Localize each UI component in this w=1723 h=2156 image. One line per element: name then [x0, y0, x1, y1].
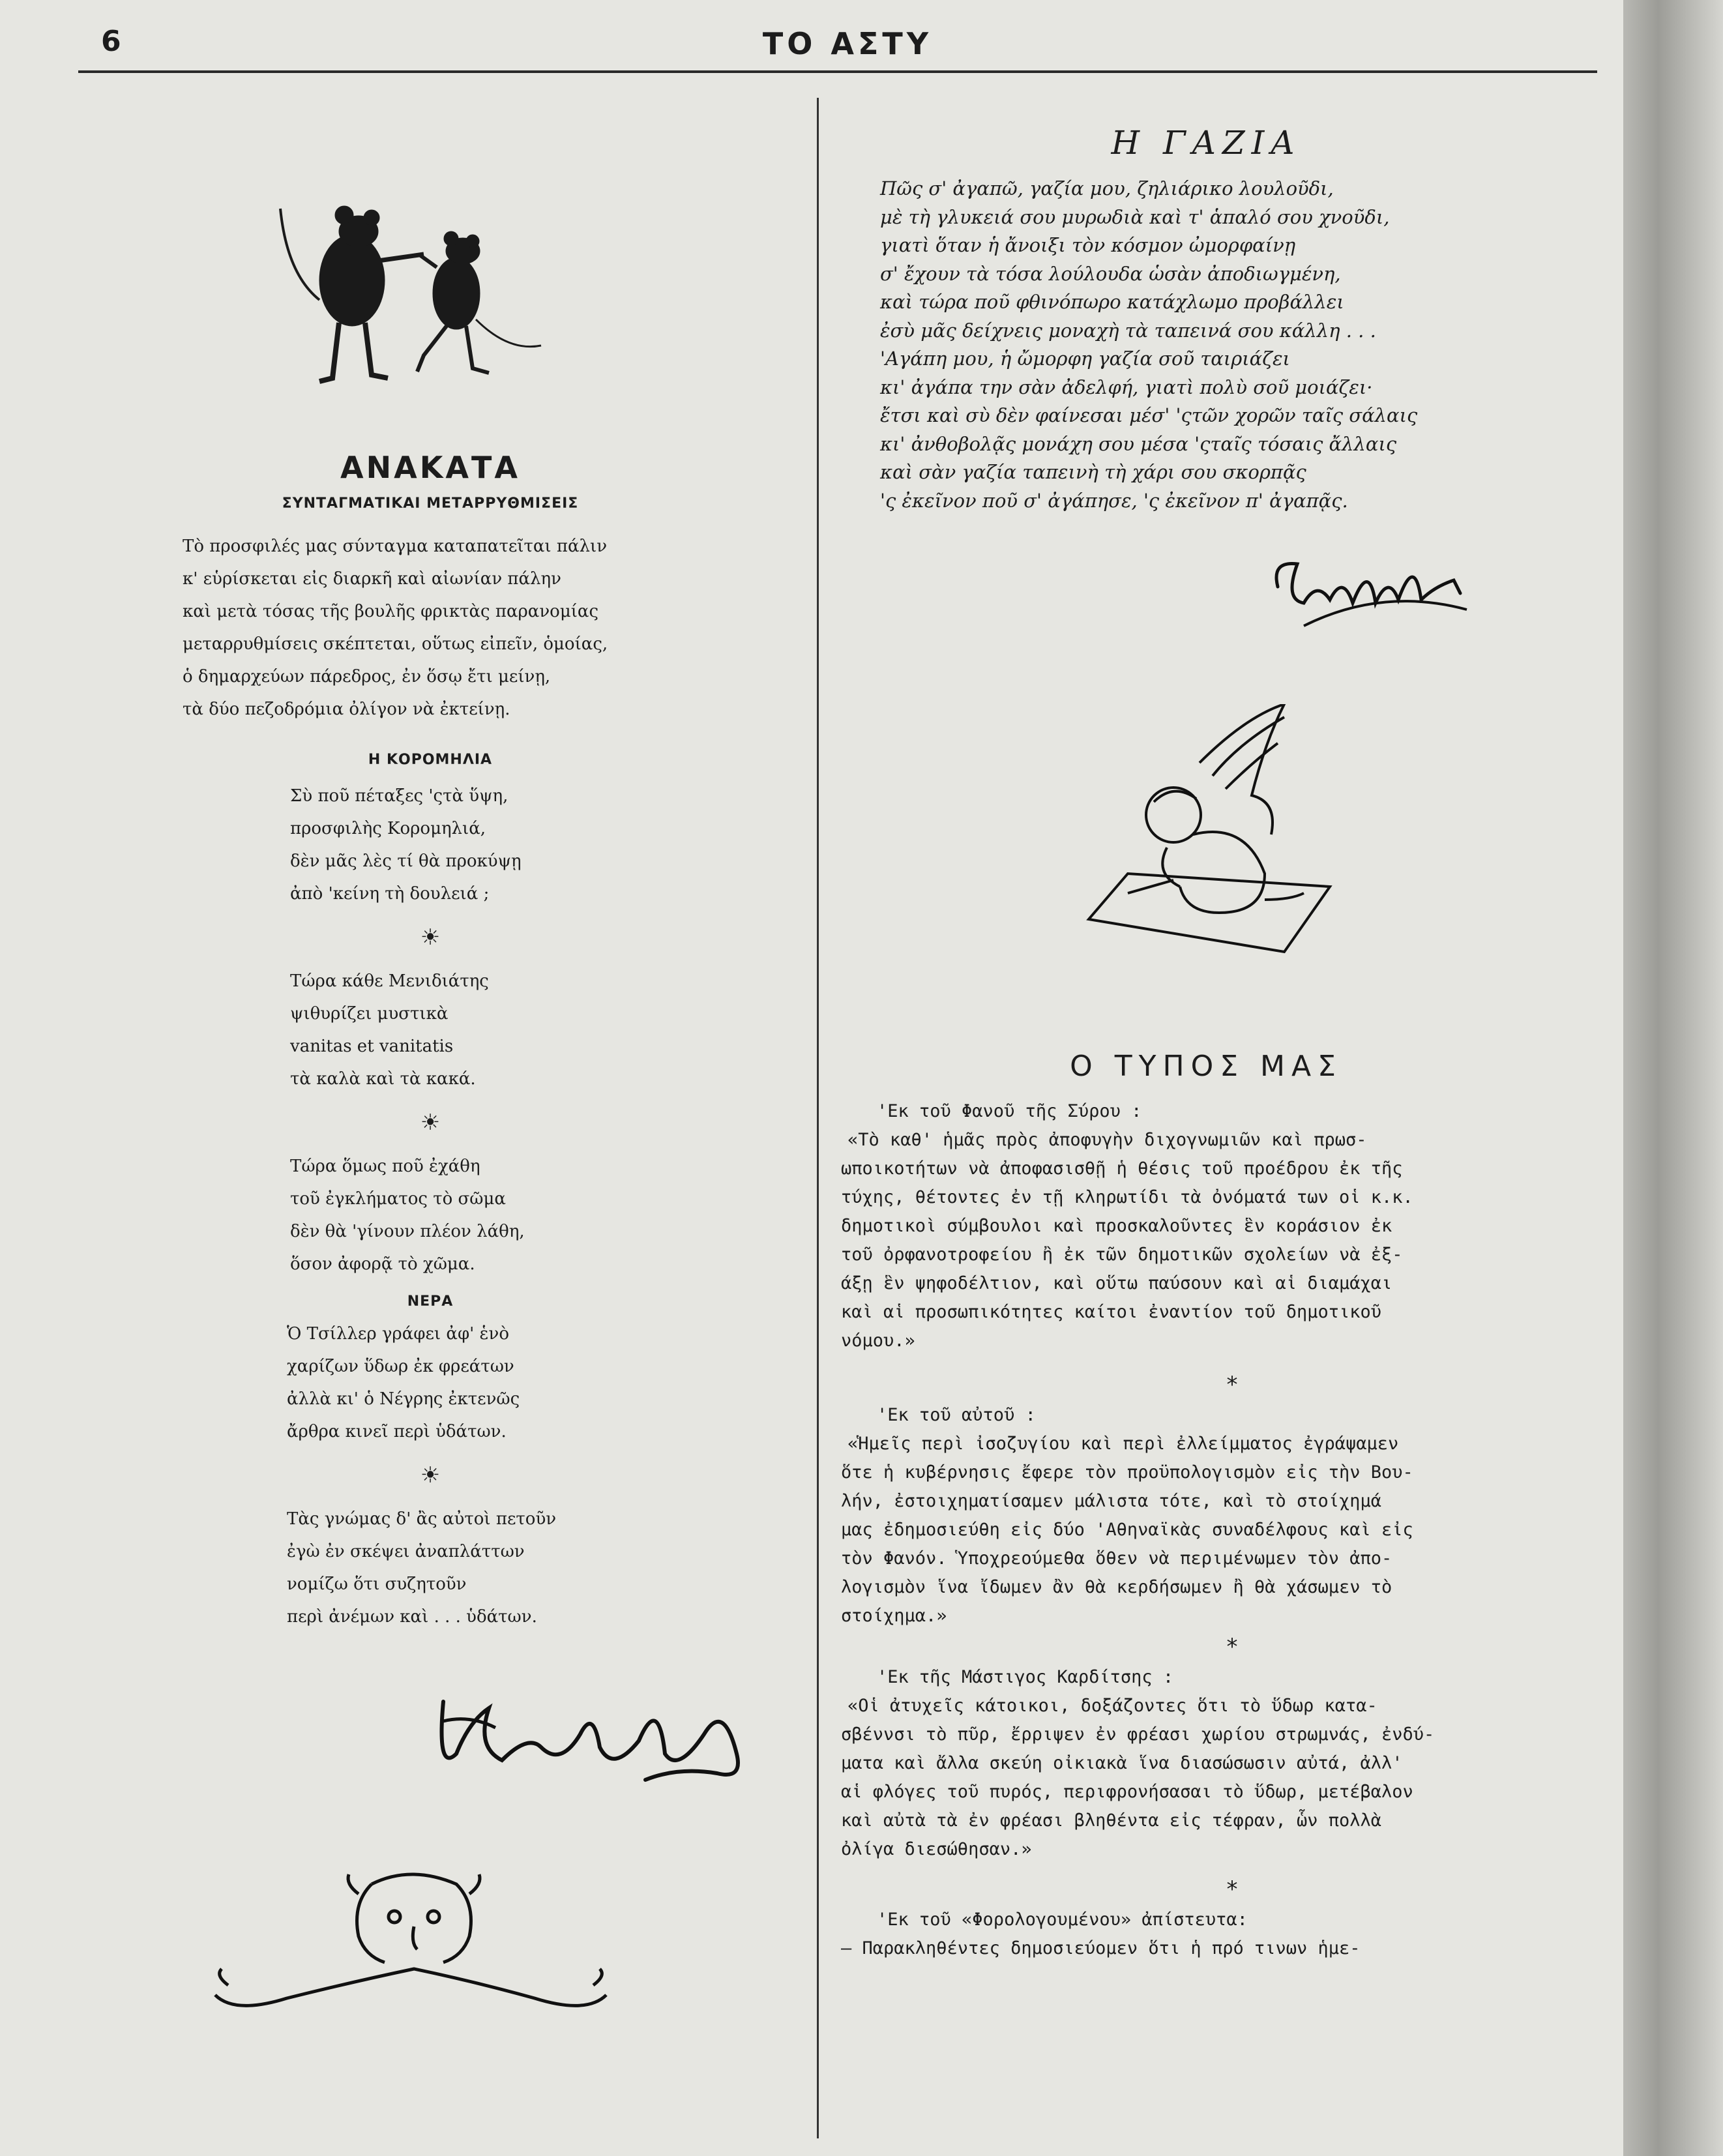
poem-line: καὶ τώρα ποῦ φθινόπωρο κατάχλωμο προβάλλει: [880, 291, 1344, 313]
verse-line: vanitas et vanitatis: [290, 1037, 454, 1056]
verse-line: Σὺ ποῦ πέταξες 'ςτὰ ὕψη,: [290, 786, 508, 806]
item-line: λήν, ἐστοιχηματίσαμεν μάλιστα τότε, καὶ τὸ στοίχημά: [841, 1491, 1382, 1511]
item-line: «Ἡμεῖς περὶ ἰσοζυγίου καὶ περὶ ἐλλείμματος ἐγράψαμεν: [847, 1434, 1399, 1454]
item-line: νόμου.»: [841, 1331, 915, 1351]
item-line: καὶ αὐτὰ τὰ ἐν φρέασι βληθέντα εἰς τέφραν, ὧν πολλὰ: [841, 1810, 1382, 1831]
poem-signature: [1265, 548, 1473, 639]
item-separator: *: [1225, 1372, 1239, 1398]
typos-section: [841, 1050, 1571, 1963]
poem-line: 'ς ἐκεῖνον ποῦ σ' ἀγάπησε, 'ς ἐκεῖνον π' ἀγαπᾷς.: [880, 489, 1348, 512]
verse-line: δὲν θὰ 'γίνουν πλέον λάθη,: [290, 1222, 525, 1241]
item-line: τοῦ ὀρφανοτροφείου ἢ ἐκ τῶν δημοτικῶν σχολείων νὰ ἐξ-: [841, 1245, 1403, 1265]
right-column: [841, 117, 1571, 515]
mustached-face-caricature: [209, 1865, 613, 2021]
nera-stanza-2: [287, 1503, 730, 1633]
masthead: ΤΟ ΑΣΤΥ: [762, 26, 933, 61]
koromilia-stanza-3: [290, 1150, 730, 1280]
item-line: τὸν Φανόν. Ὑποχρεούμεθα ὅθεν νὰ περιμένωμεν τὸν ἀπο-: [841, 1548, 1392, 1569]
poem-line: σ' ἔχουν τὰ τόσα λούλουδα ὡσὰν ἀποδιωγμένη,: [880, 262, 1341, 285]
item-separator: *: [1225, 1634, 1239, 1660]
verse-line: ὅσον ἀφορᾷ τὸ χῶμα.: [290, 1254, 475, 1274]
verse-line: νομίζω ὅτι συζητοῦν: [287, 1574, 467, 1594]
verse-line: κ' εὑρίσκεται εἰς διαρκῆ καὶ αἰωνίαν πάλην: [183, 569, 561, 589]
verse-line: τοῦ ἐγκλήματος τὸ σῶμα: [290, 1189, 506, 1209]
item-line: τύχης, θέτοντες ἐν τῇ κληρωτίδι τὰ ὀνόματά των οἱ κ.κ.: [841, 1187, 1413, 1207]
verse-line: δὲν μᾶς λὲς τί θὰ προκύψῃ: [290, 851, 522, 871]
verse-line: Τώρα ὅμως ποῦ ἐχάθη: [290, 1157, 480, 1176]
nera-heading: ΝΕΡΑ: [407, 1293, 454, 1310]
verse-line: μεταρρυθμίσεις σκέπτεται, οὕτως εἰπεῖν, ὁμοίας,: [183, 634, 608, 654]
intro-verse: [183, 530, 730, 726]
verse-line: προσφιλὴς Κορομηλιά,: [290, 819, 486, 838]
header-rule: [78, 70, 1597, 73]
verse-line: ἀλλὰ κι' ὁ Νέγρης ἐκτενῶς: [287, 1389, 520, 1409]
adjacent-page-edge: [1623, 0, 1723, 2156]
section-title: ΑΝΑΚΑΤΑ: [340, 450, 520, 485]
verse-line: Ὁ Τσίλλερ γράφει ἀφ' ἑνὸ: [287, 1324, 509, 1344]
poem-text: [880, 175, 1571, 515]
koromilia-stanza-2: [290, 965, 730, 1095]
page-header: [0, 0, 1623, 85]
stanza-separator: ☀: [420, 1110, 441, 1136]
writing-cherub-illustration: [1069, 704, 1356, 978]
verse-line: τὰ καλὰ καὶ τὰ κακά.: [290, 1069, 476, 1089]
left-column: [130, 196, 730, 1633]
poem-line: ἔτσι καὶ σὺ δὲν φαίνεσαι μέσ' 'ςτῶν χορῶν ταῖς σάλαις: [880, 404, 1418, 426]
item-line: καὶ αἱ προσωπικότητες καίτοι ἐναντίον τοῦ δημοτικοῦ: [841, 1302, 1382, 1322]
poem-line: Πῶς σ' ἀγαπῶ, γαζία μου, ζηλιάρικο λουλοῦδι,: [880, 177, 1334, 199]
verse-line: ὁ δημαρχεύων πάρεδρος, ἐν ὅσῳ ἔτι μείνῃ,: [183, 667, 551, 687]
typos-title: Ο ΤΥΠΟΣ ΜΑΣ: [1070, 1050, 1342, 1083]
poem-line: μὲ τὴ γλυκειά σου μυρωδιὰ καὶ τ' ἁπαλό σου χνοῦδι,: [880, 205, 1390, 228]
poem-line: 'Αγάπη μου, ἡ ὤμορφη γαζία σοῦ ταιριάζει: [880, 347, 1290, 370]
poem-line: ἐσὺ μᾶς δείχνεις μοναχὴ τὰ ταπεινά σου κάλλη . . .: [880, 319, 1376, 342]
item-line: ωποικοτήτων νὰ ἀποφασισθῇ ἡ θέσις τοῦ προέδρου ἐκ τῆς: [841, 1159, 1403, 1179]
verse-line: ἄρθρα κινεῖ περὶ ὑδάτων.: [287, 1422, 507, 1441]
verse-line: ἀπὸ 'κείνη τὴ δουλειά ;: [290, 884, 490, 904]
item-line: αἱ φλόγες τοῦ πυρός, περιφρονήσασαι τὸ ὕδωρ, μετέβαλον: [841, 1782, 1413, 1802]
koromilia-heading: Η ΚΟΡΟΜΗΛΙΑ: [368, 752, 493, 768]
item-line: ὀλίγα διεσώθησαν.»: [841, 1839, 1032, 1859]
poem-line: καὶ σὰν γαζία ταπεινὴ τὴ χάρι σου σκορπᾷς: [880, 461, 1306, 483]
item-source: 'Εκ τοῦ Φανοῦ τῆς Σύρου :: [877, 1101, 1142, 1121]
section-subtitle: ΣΥΝΤΑΓΜΑΤΙΚΑΙ ΜΕΤΑΡΡΥΘΜΙΣΕΙΣ: [282, 495, 579, 512]
verse-line: χαρίζων ὕδωρ ἐκ φρεάτων: [287, 1357, 514, 1376]
page-number: 6: [101, 25, 121, 58]
item-line: σβέννσι τὸ πῦρ, ἔρριψεν ἐν φρέασι χωρίου στρωμνάς, ἐνδύ-: [841, 1724, 1435, 1745]
koromilia-stanza-1: [290, 780, 730, 910]
verse-line: ἐγὼ ἐν σκέψει ἀναπλάττων: [287, 1542, 525, 1561]
item-line: λογισμὸν ἵνα ἴδωμεν ἂν θὰ κερδήσωμεν ἢ θὰ χάσωμεν τὸ: [841, 1577, 1392, 1597]
verse-line: Τὰς γνώμας δ' ἂς αὐτοὶ πετοῦν: [287, 1509, 557, 1529]
stanza-separator: ☀: [420, 1462, 441, 1488]
stanza-separator: ☀: [420, 924, 441, 951]
left-signature: [430, 1682, 769, 1786]
verse-line: καὶ μετὰ τόσας τῆς βουλῆς φρικτὰς παρανομίας: [183, 602, 599, 621]
item-line: ὅτε ἡ κυβέρνησις ἔφερε τὸν προϋπολογισμὸν εἰς τὴν Βου-: [841, 1462, 1413, 1483]
typos-body: [841, 1097, 1571, 1963]
poem-line: κι' ἀνθοβολᾷς μονάχη σου μέσα 'ςταῖς τόσαις ἄλλαις: [880, 432, 1397, 455]
poem-line: γιατὶ ὅταν ἡ ἄνοιξι τὸν κόσμον ὠμορφαίνῃ: [880, 234, 1296, 256]
item-line: δημοτικοὶ σύμβουλοι καὶ προσκαλοῦντες ἓν κοράσιον ἐκ: [841, 1216, 1392, 1236]
item-line: — Παρακληθέντες δημοσιεύομεν ὅτι ἡ πρό τινων ἡμε-: [841, 1938, 1361, 1958]
item-source: 'Εκ τοῦ αὐτοῦ :: [877, 1405, 1036, 1425]
item-source: 'Εκ τῆς Μάστιγος Καρδίτσης :: [877, 1667, 1174, 1687]
poem-title: Η ΓΑΖΙΑ: [1111, 124, 1301, 162]
column-divider: [817, 98, 819, 2138]
verse-line: Τὸ προσφιλές μας σύνταγμα καταπατεῖται πάλιν: [183, 537, 608, 556]
poem-line: κι' ἀγάπα την σὰν ἀδελφή, γιατὶ πολὺ σοῦ μοιάζει·: [880, 376, 1373, 398]
item-line: «Τὸ καθ' ἡμᾶς πρὸς ἀποφυγὴν διχογνωμιῶν καὶ πρωσ-: [847, 1130, 1367, 1150]
verse-line: Τώρα κάθε Μενιδιάτης: [290, 971, 489, 991]
item-line: στοίχημα.»: [841, 1606, 947, 1626]
item-line: μας ἐδημοσιεύθη εἰς δύο 'Αθηναϊκὰς συναδέλφους καὶ εἰς: [841, 1520, 1413, 1540]
verse-line: ψιθυρίζει μυστικὰ: [290, 1004, 449, 1024]
nera-stanza-1: [287, 1318, 730, 1448]
item-line: ματα καὶ ἄλλα σκεύη οἰκιακὰ ἵνα διασώσωσιν αὐτά, ἀλλ': [841, 1753, 1403, 1773]
item-separator: *: [1225, 1876, 1239, 1902]
item-line: άξῃ ἓν ψηφοδέλτιον, καὶ οὕτω παύσουν καὶ αἱ διαμάχαι: [841, 1273, 1392, 1293]
verse-line: περὶ ἀνέμων καὶ . . . ὑδάτων.: [287, 1607, 537, 1627]
item-source: 'Εκ τοῦ «Φορολογουμένου» ἀπίστευτα:: [877, 1910, 1248, 1930]
item-line: «Οἱ ἀτυχεῖς κάτοικοι, δοξάζοντες ὅτι τὸ ὕδωρ κατα-: [847, 1696, 1377, 1716]
verse-line: τὰ δύο πεζοδρόμια ὀλίγον νὰ ἐκτείνῃ.: [183, 700, 510, 719]
